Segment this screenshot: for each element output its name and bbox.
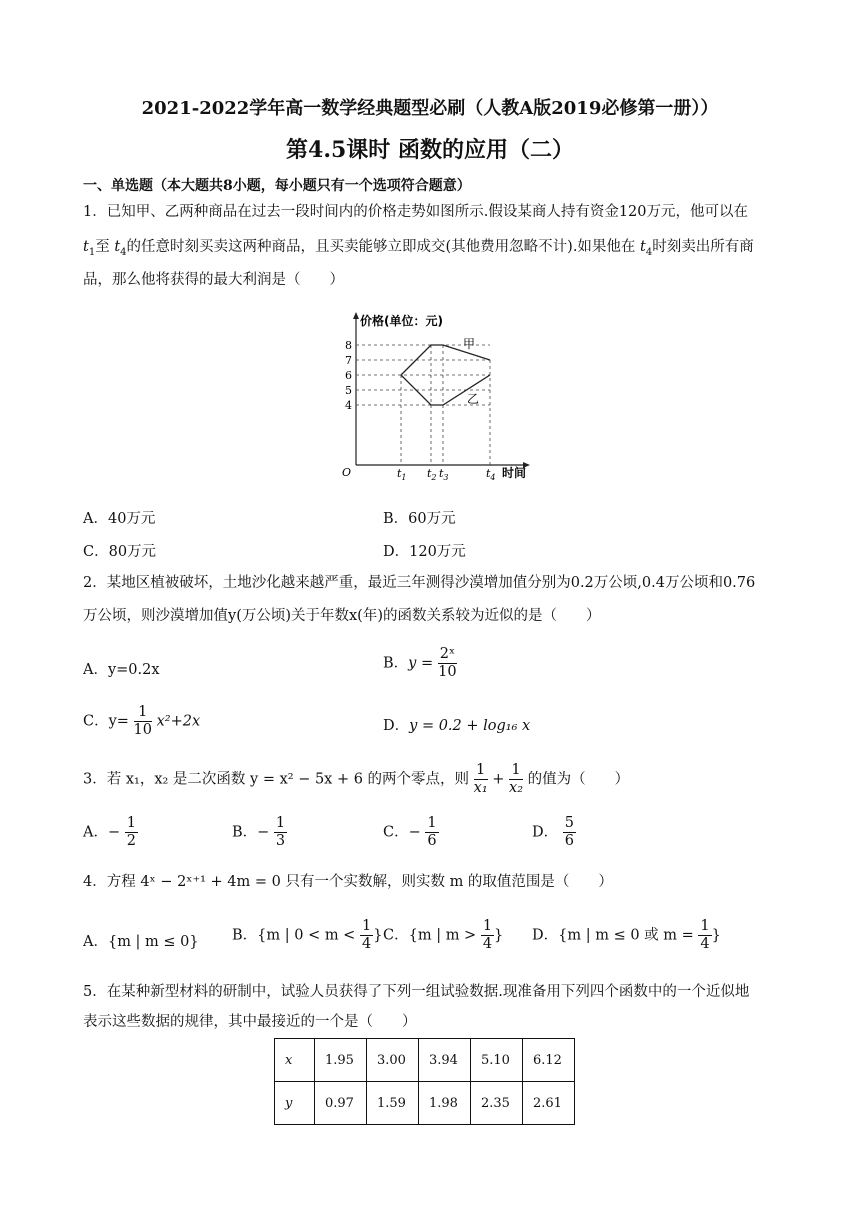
x-tick-label: $t_3$ <box>439 467 449 482</box>
x-tick-label: $t_4$ <box>486 467 496 482</box>
q1-option-b: B．60万元 <box>383 511 456 527</box>
origin-label: O <box>342 466 352 479</box>
table-cell: 1.59 <box>367 1082 419 1125</box>
q1-line1: 1．已知甲、乙两种商品在过去一段时间内的价格走势如图所示.假设某商人持有资金120万元，他可以在 <box>83 204 749 220</box>
series-label-jia: 甲 <box>463 337 476 351</box>
price-chart <box>330 305 540 485</box>
table-cell: 3.94 <box>419 1039 471 1082</box>
q1-line2: $t_1$至 $t_4$的任意时刻买卖这两种商品，且买卖能够立即成交(其他费用忽略不计).如果他在 $t_4$时刻卖出所有商 <box>83 239 754 258</box>
q2-line2: 万公顷，则沙漠增加值y(万公顷)关于年数x(年)的函数关系较为近似的是（ ） <box>83 608 601 624</box>
table-row <box>275 1082 575 1125</box>
section-heading: 一、单选题（本大题共8小题，每小题只有一个选项符合题意） <box>83 178 471 194</box>
y-tick-label: 8 <box>345 339 352 352</box>
q2-option-a: A．y=0.2x <box>83 662 160 678</box>
table-cell: 6.12 <box>523 1039 575 1082</box>
y-tick-label: 4 <box>345 399 352 412</box>
q4-stem: 4．方程 4ˣ − 2ˣ⁺¹ + 4m = 0 只有一个实数解，则实数 m 的取值范围是（ ） <box>83 874 613 890</box>
y-tick-label: 6 <box>345 369 352 382</box>
q3-option-c: C．− $\frac{1}{6}$ <box>383 815 437 849</box>
q4-option-a: A．{m | m ≤ 0} <box>83 934 199 950</box>
x-tick-label: $t_1$ <box>397 467 407 482</box>
q2-option-c: C．y= $\frac{1}{10}$ x²+2x <box>83 704 201 738</box>
experiment-data-table <box>274 1038 575 1125</box>
y-tick-label: 5 <box>345 384 352 397</box>
q1-option-c: C．80万元 <box>83 544 157 560</box>
table-cell: 2.61 <box>523 1082 575 1125</box>
q5-line2: 表示这些数据的规律，其中最接近的一个是（ ） <box>83 1014 417 1030</box>
table-header-x: x <box>275 1039 315 1082</box>
q2-option-b: B．y = $\frac{\text{2ˣ}}{10}$ <box>383 646 457 680</box>
table-cell: 1.95 <box>315 1039 367 1082</box>
q1-option-d: D．120万元 <box>383 544 466 560</box>
series-label-yi: 乙 <box>467 392 480 406</box>
y-tick-label: 7 <box>345 354 352 367</box>
q1-line3: 品，那么他将获得的最大利润是（ ） <box>83 272 344 288</box>
table-cell: 5.10 <box>471 1039 523 1082</box>
q3-stem: 3．若 x₁，x₂ 是二次函数 y = x² − 5x + 6 的两个零点，则 $\frac{1}{\text{x₁}}$ + $\frac{1}{\text{x₂}}$ 的值为（ ） <box>83 762 630 796</box>
x-tick-label: $t_2$ <box>427 467 437 482</box>
table-cell: 3.00 <box>367 1039 419 1082</box>
y-axis-arrow <box>353 312 359 319</box>
q2-option-d: D．y = 0.2 + log₁₆ x <box>383 718 531 734</box>
x-axis-label: 时间 <box>502 466 527 480</box>
q4-option-b: B．{m | 0 < m < $\frac{1}{4}$ } <box>232 918 383 952</box>
table-header-y: y <box>275 1082 315 1125</box>
table-cell: 2.35 <box>471 1082 523 1125</box>
q4-option-c: C．{m | m > $\frac{1}{4}$ } <box>383 918 504 952</box>
table-row <box>275 1039 575 1082</box>
series-title: 2021-2022学年高一数学经典题型必刷（人教A版2019必修第一册）） <box>141 98 719 119</box>
q1-option-a: A．40万元 <box>83 511 156 527</box>
q3-option-d: D． $\frac{5}{6}$ <box>532 815 574 849</box>
table-cell: 1.98 <box>419 1082 471 1125</box>
q5-line1: 5．在某种新型材料的研制中，试验人员获得了下列一组试验数据.现准备用下列四个函数中的一个近似地 <box>83 984 750 1000</box>
y-axis-label: 价格(单位：元) <box>360 314 443 328</box>
q4-option-d: D．{m | m ≤ 0 或 m = $\frac{1}{4}$ } <box>532 918 721 952</box>
lesson-title: 第4.5课时 函数的应用（二） <box>286 137 574 163</box>
q3-option-a: A．− $\frac{1}{2}$ <box>83 815 136 849</box>
q3-option-b: B．− $\frac{1}{3}$ <box>232 815 286 849</box>
table-cell: 0.97 <box>315 1082 367 1125</box>
q2-line1: 2．某地区植被破坏，土地沙化越来越严重，最近三年测得沙漠增加值分别为0.2万公顷,0.4万公顷和0.76 <box>83 575 756 591</box>
